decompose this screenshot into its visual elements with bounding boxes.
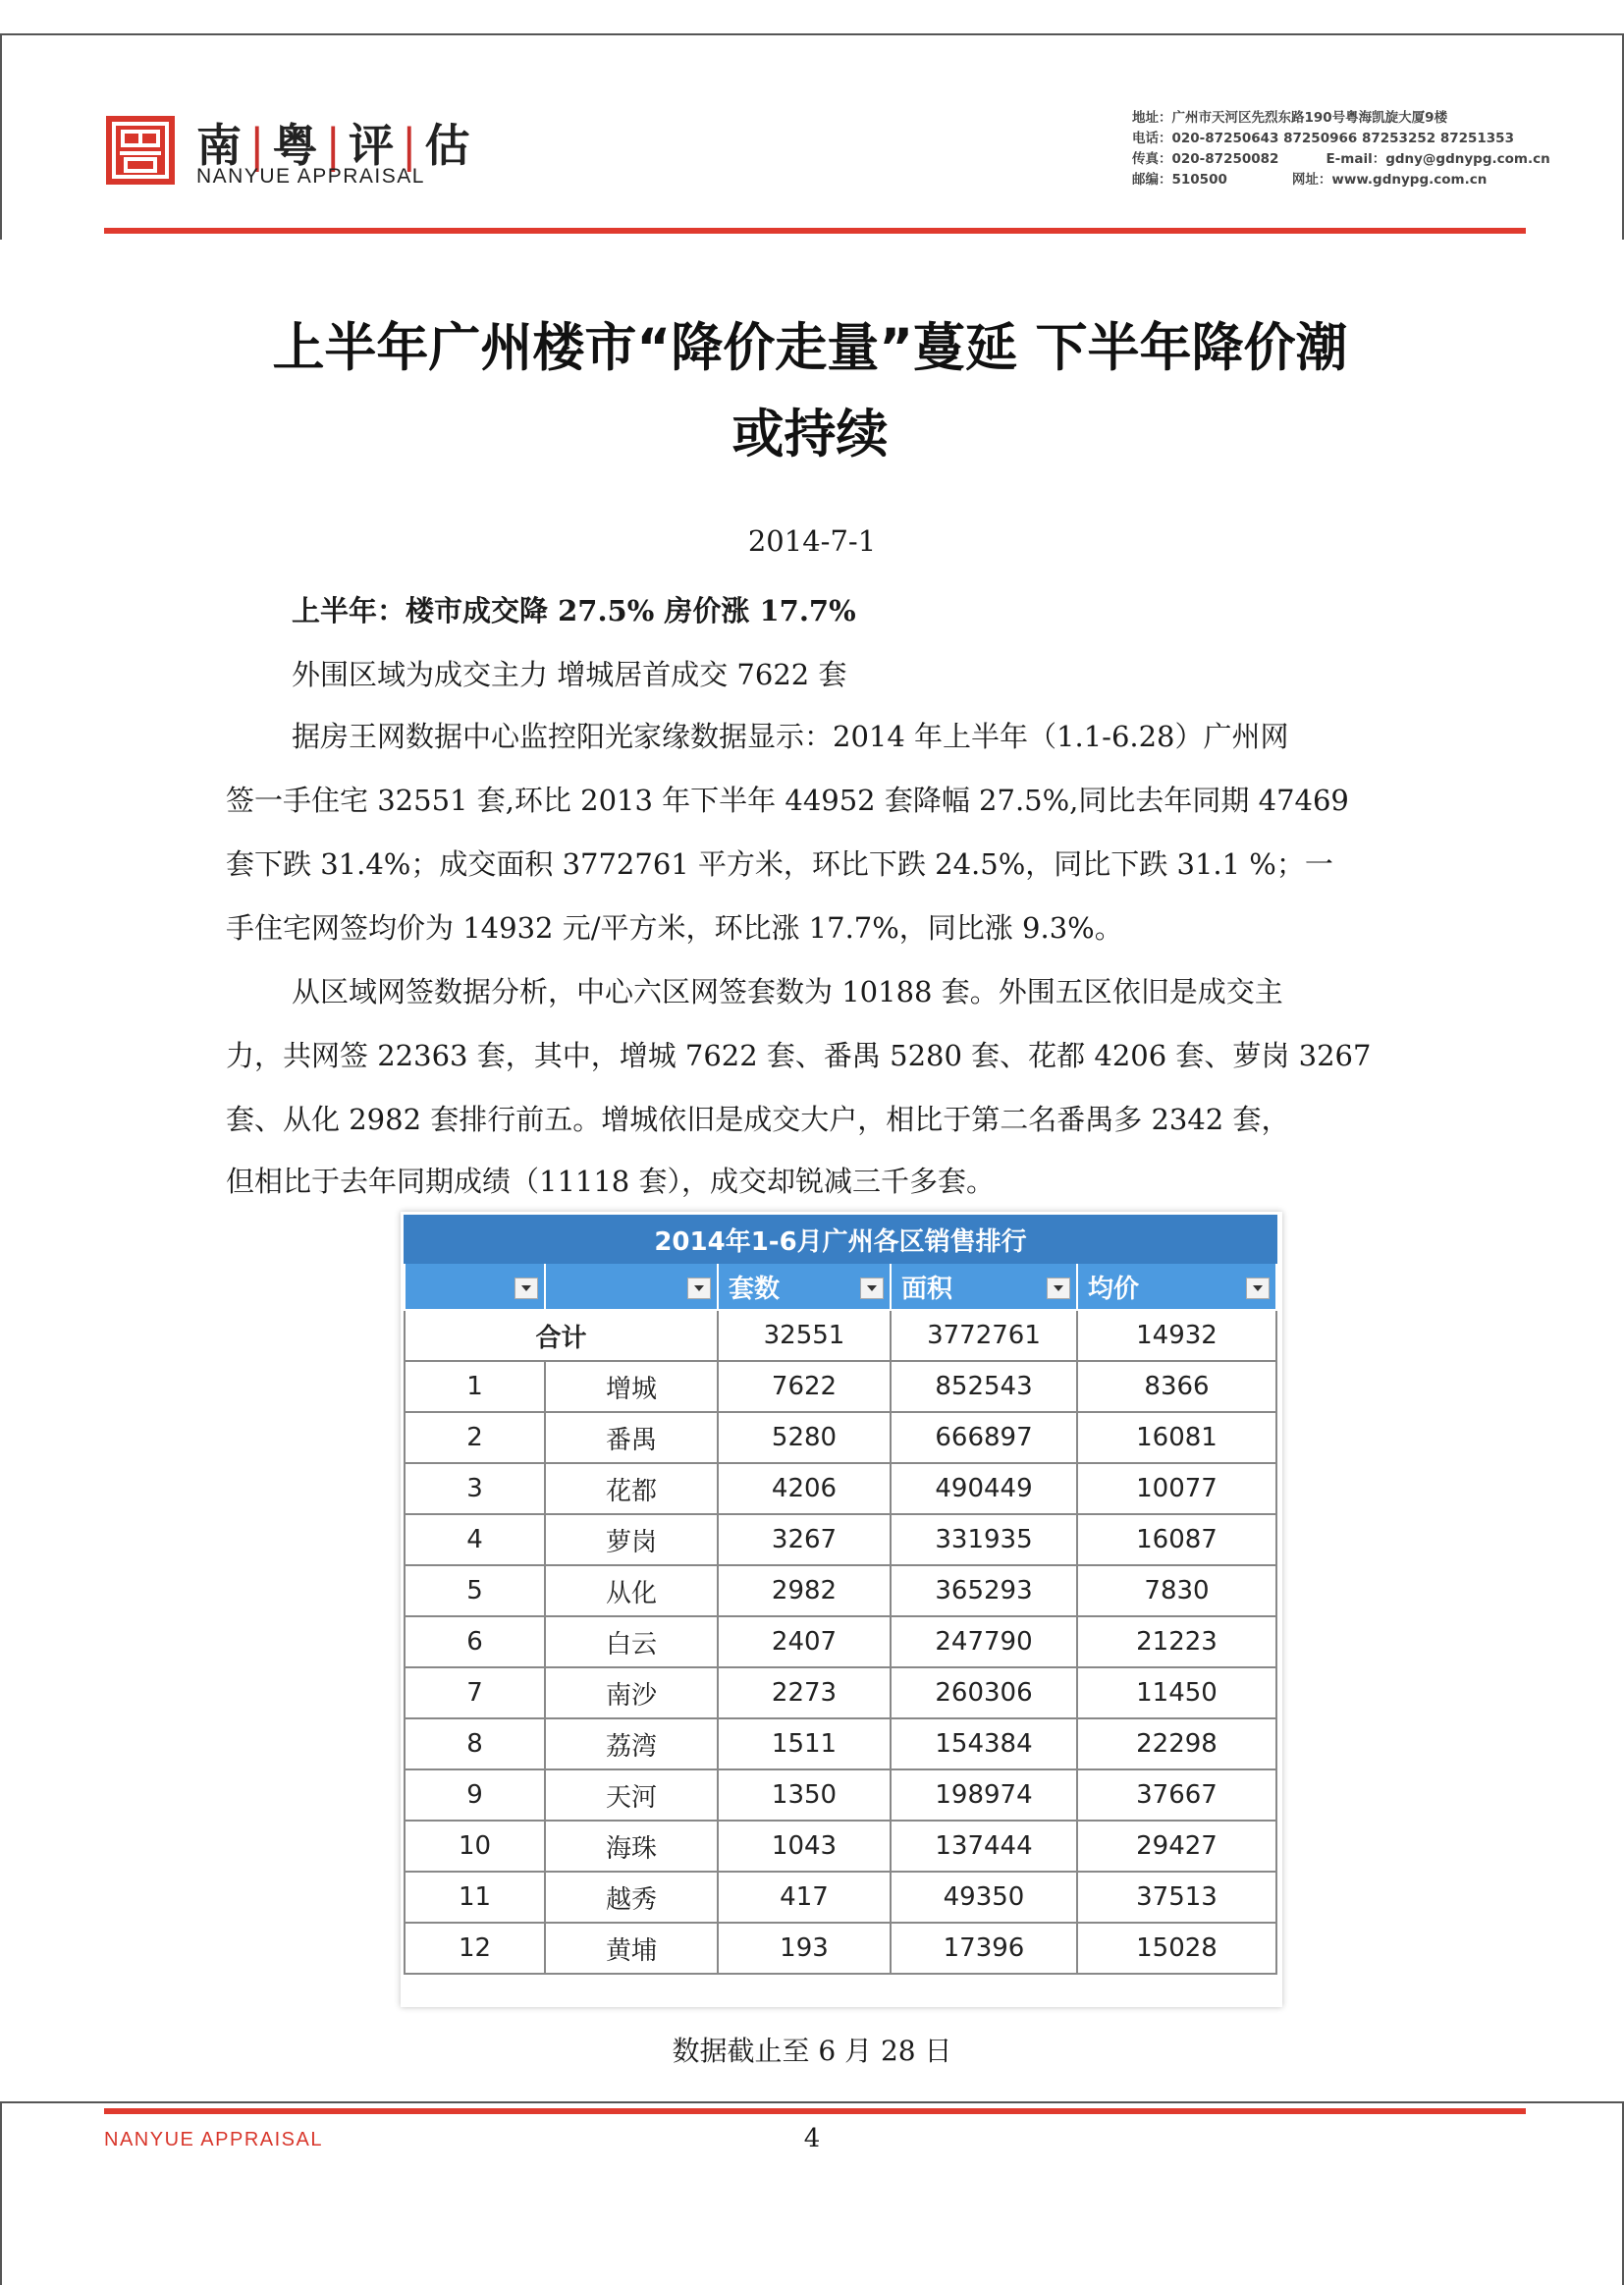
cell-district: 南沙	[545, 1667, 718, 1718]
cell-rank: 1	[405, 1361, 545, 1412]
table-row	[405, 1923, 1276, 1974]
cell-rank: 9	[405, 1769, 545, 1821]
cell-district: 番禺	[545, 1412, 718, 1463]
cell-price: 16087	[1077, 1514, 1276, 1565]
cell-area: 331935	[891, 1514, 1077, 1565]
table-row	[405, 1769, 1276, 1821]
paragraph-2-line: 从区域网签数据分析，中心六区网签套数为 10188 套。外围五区依旧是成交主	[292, 975, 1283, 1008]
cell-rank: 2	[405, 1412, 545, 1463]
cell-count: 2407	[718, 1616, 891, 1667]
sales-ranking-table	[404, 1215, 1277, 1975]
filter-dropdown-icon[interactable]	[1047, 1278, 1070, 1299]
cell-area: 247790	[891, 1616, 1077, 1667]
column-header[interactable]	[545, 1263, 718, 1310]
paragraph-1-line: 据房王网数据中心监控阳光家缘数据显示：2014 年上半年（1.1-6.28）广州网	[292, 720, 1289, 753]
paragraph-1-line: 签一手住宅 32551 套,环比 2013 年下半年 44952 套降幅 27.5%,同比去年同期 47469	[226, 784, 1349, 817]
cell-area: 490449	[891, 1463, 1077, 1514]
table-caption: 2014年1-6月广州各区销售排行	[405, 1216, 1276, 1263]
table-row	[405, 1514, 1276, 1565]
cell-price: 11450	[1077, 1667, 1276, 1718]
table-row	[405, 1361, 1276, 1412]
footer-rule	[104, 2108, 1526, 2114]
cell-price: 10077	[1077, 1463, 1276, 1514]
column-header-price[interactable]: 均价	[1077, 1263, 1276, 1310]
cell-price: 37513	[1077, 1872, 1276, 1923]
cell-count: 193	[718, 1923, 891, 1974]
cell-area: 852543	[891, 1361, 1077, 1412]
cell-area: 198974	[891, 1769, 1077, 1821]
cell-count: 417	[718, 1872, 891, 1923]
email: E-mail：gdny@gdnypg.com.cn	[1326, 151, 1550, 167]
cell-rank: 4	[405, 1514, 545, 1565]
logo-icon	[106, 116, 175, 185]
cell-district: 萝岗	[545, 1514, 718, 1565]
cell-district: 越秀	[545, 1872, 718, 1923]
paragraph-1-line: 手住宅网签均价为 14932 元/平方米，环比涨 17.7%，同比涨 9.3%。	[226, 911, 1123, 945]
table-row	[405, 1667, 1276, 1718]
cell-area: 154384	[891, 1718, 1077, 1769]
cell-district: 天河	[545, 1769, 718, 1821]
cell-price: 8366	[1077, 1361, 1276, 1412]
footer-company-name: NANYUE APPRAISAL	[104, 2129, 323, 2150]
cell-count: 4206	[718, 1463, 891, 1514]
cell-area: 49350	[891, 1872, 1077, 1923]
page-frame-top	[0, 33, 1624, 35]
filter-dropdown-icon[interactable]	[1246, 1278, 1270, 1299]
table-row	[405, 1872, 1276, 1923]
cell-price: 22298	[1077, 1718, 1276, 1769]
cell-count: 2273	[718, 1667, 891, 1718]
subhead-1: 上半年：楼市成交降 27.5% 房价涨 17.7%	[292, 594, 856, 627]
table-header-row	[405, 1263, 1276, 1310]
postcode: 邮编：510500	[1132, 172, 1227, 188]
table-row	[405, 1821, 1276, 1872]
contact-info	[1132, 108, 1550, 190]
article-date: 2014-7-1	[747, 524, 877, 558]
page-frame-left	[0, 33, 2, 240]
total-area: 3772761	[891, 1310, 1077, 1361]
table-row	[405, 1718, 1276, 1769]
cell-price: 21223	[1077, 1616, 1276, 1667]
paragraph-2-line: 套、从化 2982 套排行前五。增城依旧是成交大户，相比于第二名番禺多 2342 套，	[226, 1103, 1290, 1136]
phone: 电话：020-87250643 87250966 87253252 87251353	[1132, 131, 1514, 146]
paragraph-2-line: 但相比于去年同期成绩（11118 套），成交却锐减三千多套。	[226, 1165, 995, 1198]
cell-count: 1350	[718, 1769, 891, 1821]
article-title: 上半年广州楼市“降价走量”蔓延 下半年降价潮	[272, 318, 1348, 378]
cell-count: 1511	[718, 1718, 891, 1769]
cell-district: 海珠	[545, 1821, 718, 1872]
cell-count: 1043	[718, 1821, 891, 1872]
table-row	[405, 1412, 1276, 1463]
company-name-en: NANYUE APPRAISAL	[196, 165, 425, 188]
total-count: 32551	[718, 1310, 891, 1361]
table-row	[405, 1463, 1276, 1514]
cell-area: 365293	[891, 1565, 1077, 1616]
cell-rank: 11	[405, 1872, 545, 1923]
cell-area: 666897	[891, 1412, 1077, 1463]
fax: 传真：020-87250082	[1132, 151, 1279, 167]
cell-price: 15028	[1077, 1923, 1276, 1974]
company-name-cn: 南 | 粤 | 评 | 估	[196, 119, 472, 172]
total-price: 14932	[1077, 1310, 1276, 1361]
cell-district: 白云	[545, 1616, 718, 1667]
cell-count: 5280	[718, 1412, 891, 1463]
cell-district: 从化	[545, 1565, 718, 1616]
filter-dropdown-icon[interactable]	[514, 1278, 538, 1299]
data-note: 数据截止至 6 月 28 日	[672, 2035, 952, 2067]
cell-rank: 3	[405, 1463, 545, 1514]
total-label: 合计	[405, 1310, 718, 1361]
article-title-line2: 或持续	[731, 405, 889, 464]
cell-district: 荔湾	[545, 1718, 718, 1769]
cell-count: 7622	[718, 1361, 891, 1412]
paragraph-2-line: 力，共网签 22363 套，其中，增城 7622 套、番禺 5280 套、花都 4206 套、萝岗 3267	[226, 1039, 1372, 1072]
column-header-area[interactable]: 面积	[891, 1263, 1077, 1310]
cell-count: 2982	[718, 1565, 891, 1616]
table-row	[405, 1565, 1276, 1616]
page-frame-bottom	[0, 2101, 1624, 2103]
cell-area: 17396	[891, 1923, 1077, 1974]
cell-rank: 5	[405, 1565, 545, 1616]
cell-count: 3267	[718, 1514, 891, 1565]
paragraph-1-line: 套下跌 31.4%；成交面积 3772761 平方米，环比下跌 24.5%，同比下跌 31.1 %；一	[226, 847, 1333, 881]
cell-district: 花都	[545, 1463, 718, 1514]
cell-price: 16081	[1077, 1412, 1276, 1463]
cell-rank: 7	[405, 1667, 545, 1718]
column-header-count[interactable]: 套数	[718, 1263, 891, 1310]
table-total-row	[405, 1310, 1276, 1361]
subhead-2: 外围区域为成交主力 增城居首成交 7622 套	[292, 658, 847, 691]
cell-area: 137444	[891, 1821, 1077, 1872]
column-header[interactable]	[405, 1263, 545, 1310]
cell-price: 7830	[1077, 1565, 1276, 1616]
cell-rank: 12	[405, 1923, 545, 1974]
page-number: 4	[803, 2124, 821, 2153]
table-row	[405, 1616, 1276, 1667]
cell-district: 黄埔	[545, 1923, 718, 1974]
address: 地址：广州市天河区先烈东路190号粤海凯旋大厦9楼	[1132, 110, 1448, 126]
header-rule	[104, 228, 1526, 234]
cell-rank: 6	[405, 1616, 545, 1667]
cell-area: 260306	[891, 1667, 1077, 1718]
cell-rank: 10	[405, 1821, 545, 1872]
cell-rank: 8	[405, 1718, 545, 1769]
cell-price: 37667	[1077, 1769, 1276, 1821]
sort-descending-icon[interactable]	[860, 1278, 884, 1299]
cell-district: 增城	[545, 1361, 718, 1412]
cell-price: 29427	[1077, 1821, 1276, 1872]
website: 网址：www.gdnypg.com.cn	[1291, 172, 1488, 188]
filter-dropdown-icon[interactable]	[687, 1278, 711, 1299]
